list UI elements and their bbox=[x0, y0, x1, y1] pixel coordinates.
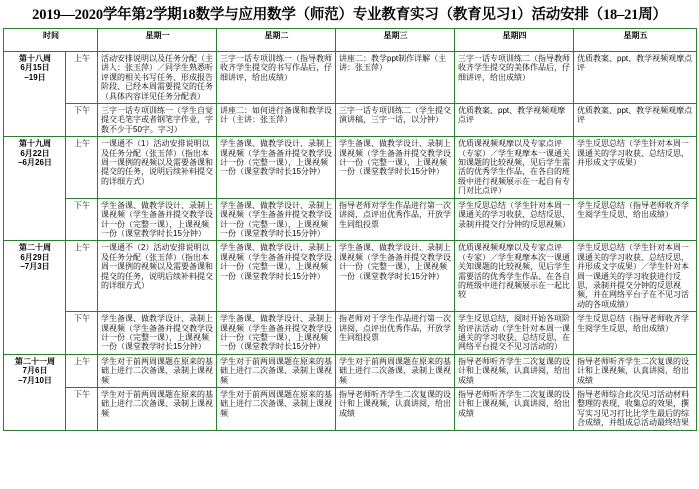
cell-w21-pm-thu: 指导老师听齐学生二次复课的设计和上课视频，认真讲阅，给出成绩 bbox=[455, 388, 574, 431]
column-header-tuesday: 星期二 bbox=[217, 29, 336, 52]
week-line: –6月26日 bbox=[18, 158, 52, 168]
table-row bbox=[4, 52, 697, 104]
week-line: 6月22日 bbox=[20, 148, 50, 158]
cell-w19-pm-tue: 学生备课、做教学设计、录制上课视频（学生备备并提交教学设计一份（完整一课），上课视频一份（课堂教学时长15分钟） bbox=[217, 198, 336, 241]
week-label-19 bbox=[4, 137, 66, 241]
week-line: 7月6日 bbox=[22, 366, 48, 376]
column-header-wednesday: 星期三 bbox=[336, 29, 455, 52]
cell-w21-am-thu: 指导老师听齐学生二次复课的设计和上课视频，认真讲阅，给出成绩 bbox=[455, 354, 574, 387]
cell-w20-pm-tue: 学生备课、做教学设计、录制上课视频（学生备备并提交教学设计一份（完整一课），上课视频一份（课堂教学时长15分钟） bbox=[217, 312, 336, 355]
cell-w20-am-fri: 学生反思总结（学生针对本周一课通关的学习收获、总结反思，并形成文字成果）／学生针对本周一课通关的学习收获进行反思，录制并提交分钟的反思视频，并在网络平台子在不见习活动的各项成绩） bbox=[574, 241, 697, 312]
cell-w21-pm-tue: 学生对于前两周课题在原来的基础上进行二次备课、录制上课视频 bbox=[217, 388, 336, 431]
week-label-18 bbox=[4, 52, 66, 137]
table-body bbox=[4, 52, 697, 431]
week-line: –7月3日 bbox=[20, 262, 50, 272]
cell-w18-pm-fri: 优质教案、ppt、教学视频观摩点评 bbox=[574, 104, 697, 137]
cell-w21-am-mon: 学生对于前两周课题在原来的基础上进行二次备课、录制上课视频 bbox=[98, 354, 217, 387]
week-label-20 bbox=[4, 241, 66, 354]
table-row bbox=[4, 137, 697, 198]
column-header-time: 时间 bbox=[4, 29, 98, 52]
cell-w21-pm-mon: 学生对于前两周课题在原来的基础上进行二次备课、录制上课视频 bbox=[98, 388, 217, 431]
table-row bbox=[4, 198, 697, 241]
table-row bbox=[4, 241, 697, 312]
cell-w21-am-tue: 学生对于前两周课题在原来的基础上进行二次备课、录制上课视频 bbox=[217, 354, 336, 387]
cell-w21-am-wed: 学生对于前两周课题在原来的基础上进行二次备课、录制上课视频 bbox=[336, 354, 455, 387]
table-row bbox=[4, 354, 697, 387]
cell-w21-am-fri: 指导老师听齐学生二次复课的设计和上课视频，认真讲阅，给出成绩 bbox=[574, 354, 697, 387]
cell-w19-pm-mon: 学生备课、做教学设计、录制上课视频（学生备备并提交教学设计一份（完整一课），上课视频一份（课堂教学时长15分钟） bbox=[98, 198, 217, 241]
cell-w19-am-wed: 学生备课、做教学设计、录制上课视频（学生备备并提交教学设计一份（完整一课），上课视频一份（课堂教学时长15分钟） bbox=[336, 137, 455, 198]
week-line: –19日 bbox=[24, 72, 46, 82]
cell-w18-am-tue: 三字一话专项训练一（指导教师收齐学生提交的书写作品后，仔细讲评，给出成绩） bbox=[217, 52, 336, 104]
week-line: 第十八周 bbox=[19, 54, 51, 63]
page-title: 2019—2020学年第2学期18数学与应用数学（师范）专业教育实习（教育见习1）活动安排（18–21周） bbox=[32, 7, 667, 23]
cell-w18-am-thu: 三字一话专项训练二（指导教师收齐学生提交的美体作品后，仔细讲评，给出成绩） bbox=[455, 52, 574, 104]
week-line: 第二十周 bbox=[19, 243, 51, 253]
cell-w19-am-thu: 优质课视频观摩以及专家点评（专家）／学生观摩本一课通关知课题的比较视频，见后学生需活的优秀学生作品、在各自的班级中进行视频展示在一起自有专门对比点评） bbox=[455, 137, 574, 198]
cell-w20-am-thu: 优质课视频观摩以及专家点评（专家）／学生观摩本次一课通关知课题的比较视频，见后学生需要活的优秀学生作品、在各自的班级中进行视频展示在一起比较 bbox=[455, 241, 574, 312]
cell-w18-am-mon: 活动安排说明以及任务分配（主讲人：张玉萍）／同学生熟悉听评课的相关书写任务、形成报告阶段、已经本周需要提交的任务（具体内容详见任务分配表） bbox=[98, 52, 217, 104]
period-label-am: 上午 bbox=[66, 241, 98, 312]
cell-w19-am-tue: 学生备课、做教学设计、录制上课视频（学生备备并提交教学设计一份（完整一课），上课视频一份（课堂教学时长15分钟） bbox=[217, 137, 336, 198]
period-label-pm: 下午 bbox=[66, 388, 98, 431]
column-header-thursday: 星期四 bbox=[455, 29, 574, 52]
cell-w20-pm-fri: 学生反思总结（指导老师收齐学生阅学生反思，给出成绩） bbox=[574, 312, 697, 355]
column-header-friday: 星期五 bbox=[574, 29, 697, 52]
table-row bbox=[4, 388, 697, 431]
week-line: 第二十一周 bbox=[15, 356, 55, 366]
cell-w19-pm-wed: 指导老师对学生作品进行第一次讲阅，点评出优秀作品，开放学生同组投票 bbox=[336, 198, 455, 241]
cell-w18-am-fri: 优质教案、ppt、教学视频观摩点评 bbox=[574, 52, 697, 104]
table-row bbox=[4, 312, 697, 355]
cell-w18-am-wed: 讲座二：教学ppt制作详解（主讲：张玉萍） bbox=[336, 52, 455, 104]
week-line: 6月29日 bbox=[20, 252, 50, 262]
table-row bbox=[4, 104, 697, 137]
cell-w21-pm-wed: 指导老师听齐学生二次复课的设计和上课视频，认真讲阅，给出成绩 bbox=[336, 388, 455, 431]
cell-w18-pm-wed: 三字一话专项训练二（学生提交演讲稿，三字一话，以分钟） bbox=[336, 104, 455, 137]
cell-w19-am-fri: 学生反思总结（学生针对本周一课通关的学习收获、总结反思，并形成文字成果） bbox=[574, 137, 697, 198]
cell-w20-am-mon: 一课通不（2）活动安排说明以及任务分配（张玉萍）（指出本周一课例的视频以及需要备课和提交的任务，说明后续补料提交的详细方式） bbox=[98, 241, 217, 312]
cell-w20-am-wed: 学生备课、做教学设计、录制上课视频（学生备备并提交教学设计一份（完整一课），上课视频一份（课堂教学时长15分钟） bbox=[336, 241, 455, 312]
cell-w20-pm-mon: 学生备课、做教学设计、录制上课视频（学生备备并提交教学设计一份（完整一课），上课视频一份（课堂教学时长15分钟） bbox=[98, 312, 217, 355]
cell-w20-am-tue: 学生备课、做教学设计、录制上课视频（学生备备并提交教学设计一份（完整一课），上课视频一份（课堂教学时长15分钟） bbox=[217, 241, 336, 312]
cell-w19-am-mon: 一课通不（1）活动安排说明以及任务分配（张玉萍）（指出本周一课例的视频以及需要备课和提交的任务，说明后续补料提交的详细方式） bbox=[98, 137, 217, 198]
cell-w18-pm-mon: 三字一话专项训练一（学生自觉提交毛笔字或者钢笔字作业，字数不少于50字。字习） bbox=[98, 104, 217, 137]
period-label-pm: 下午 bbox=[66, 104, 98, 137]
cell-w18-pm-tue: 讲座二：如何进行备课和教学设计（主讲：张玉萍） bbox=[217, 104, 336, 137]
cell-w18-pm-thu: 优质教案、ppt、教学视频观摩点评 bbox=[455, 104, 574, 137]
week-line: –7月10日 bbox=[18, 375, 52, 385]
week-label-21 bbox=[4, 354, 66, 430]
cell-w19-pm-thu: 学生反思总结（学生针对本周一课通关的学习收获、总结反思，录制并提交行分钟的反思视频） bbox=[455, 198, 574, 241]
cell-w20-pm-wed: 指老师对于学生作品进行第一次讲阅，点评出优秀作品，开放学生同组投票 bbox=[336, 312, 455, 355]
period-label-am: 上午 bbox=[66, 52, 98, 104]
cell-w21-pm-fri: 指导老师综合此次见习活动材料整理的表现、收集总的效果，撰写实习见习打比比学生最后的综合成绩，并组成总活动最终结果 bbox=[574, 388, 697, 431]
week-line: 第十九周 bbox=[19, 139, 51, 149]
period-label-pm: 下午 bbox=[66, 312, 98, 355]
period-label-am: 上午 bbox=[66, 137, 98, 198]
period-label-am: 上午 bbox=[66, 354, 98, 387]
table-header bbox=[4, 29, 697, 52]
schedule-table bbox=[3, 28, 697, 431]
period-label-pm: 下午 bbox=[66, 198, 98, 241]
cell-w20-pm-thu: 学生反思总结，阅时开始各项阶给评法活动（学生针对本周一课通关的学习收获、总结反思，在网络平台提交不见习活动的） bbox=[455, 312, 574, 355]
header-row bbox=[4, 29, 697, 52]
week-line: 6月15日 bbox=[20, 63, 50, 73]
column-header-monday: 星期一 bbox=[98, 29, 217, 52]
cell-w19-pm-fri: 学生反思总结（指导老师收齐学生阅学生反思，给出成绩） bbox=[574, 198, 697, 241]
